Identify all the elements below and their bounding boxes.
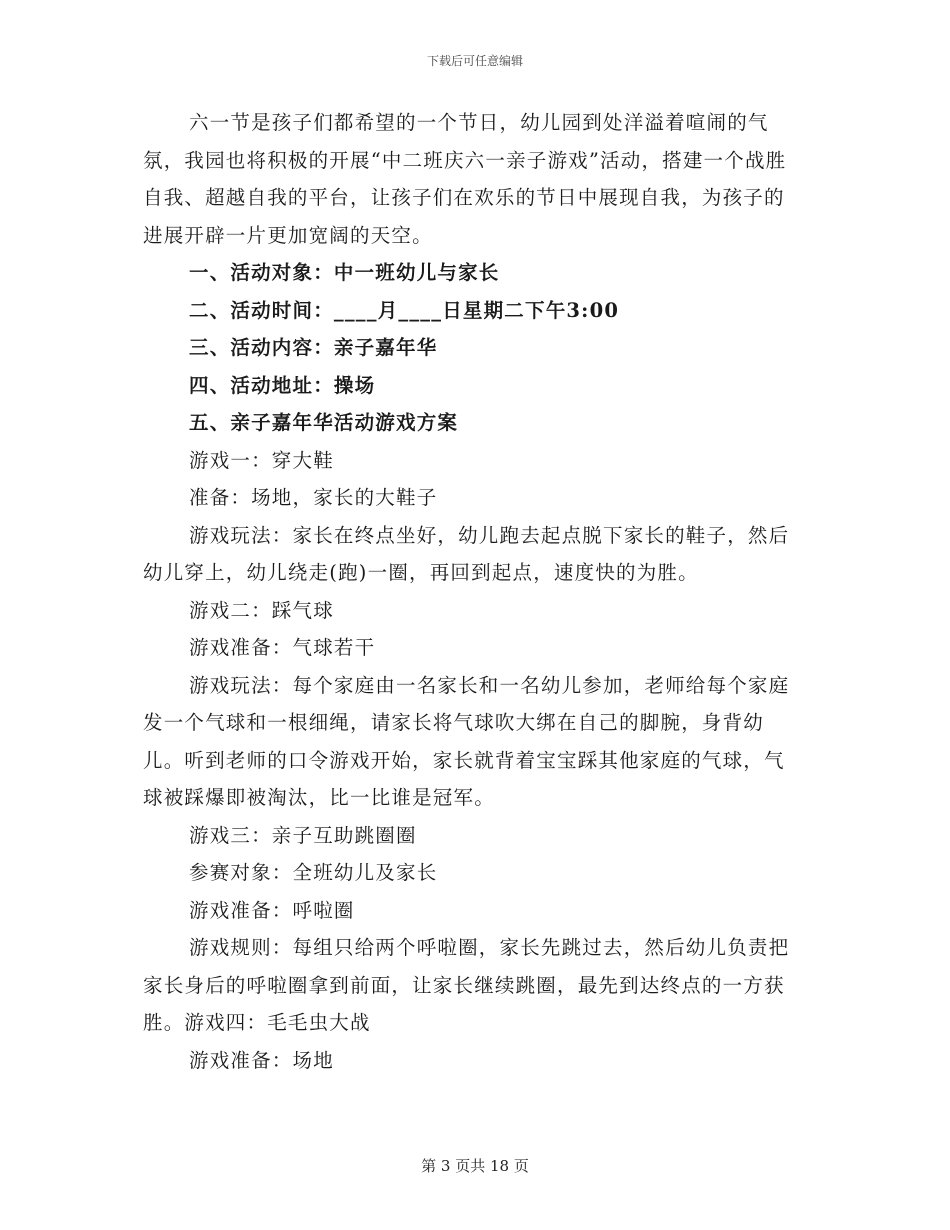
game-1-prep: 准备：场地，家长的大鞋子	[189, 486, 438, 509]
section-activity-time: 二、活动时间：____月____日星期二下午3:00	[189, 298, 620, 322]
intro-paragraph: 六一节是孩子们都希望的一个节日，幼儿园到处洋溢着喧闹的气氛，我园也将积极的开展“中二班庆六一亲子游戏”活动，搭建一个战胜自我、超越自我的平台，让孩子们在欢乐的节日中展现自我，为孩子的进展开辟一片更加宽阔的天空。	[143, 111, 787, 247]
game-2-prep: 游戏准备：气球若干	[189, 636, 376, 659]
game-1-rules: 游戏玩法：家长在终点坐好，幼儿跑去起点脱下家长的鞋子，然后幼儿穿上，幼儿绕走(跑)一圈，再回到起点，速度快的为胜。	[143, 523, 790, 584]
section-game-plan: 五、亲子嘉年华活动游戏方案	[189, 411, 459, 434]
game-4-prep: 游戏准备：场地	[189, 1048, 334, 1072]
game-3-participants: 参赛对象：全班幼儿及家长	[189, 861, 438, 884]
game-2-title: 游戏二：踩气球	[189, 598, 334, 622]
game-1-title: 游戏一：穿大鞋	[189, 448, 334, 472]
page-header: 下载后可任意编辑	[426, 54, 523, 68]
game-3-rules: 游戏规则：每组只给两个呼啦圈，家长先跳过去，然后幼儿负责把家长身后的呼啦圈拿到前面，让家长继续跳圈，最先到达终点的一方获胜。游戏四：毛毛虫大战	[143, 936, 790, 1034]
game-3-prep: 游戏准备：呼啦圈	[189, 898, 355, 922]
section-activity-location: 四、活动地址：操场	[189, 373, 376, 397]
section-activity-target: 一、活动对象：中一班幼儿与家长	[189, 261, 500, 284]
section-activity-content: 三、活动内容：亲子嘉年华	[189, 336, 438, 359]
game-3-title: 游戏三：亲子互助跳圈圈	[189, 823, 417, 847]
document-body	[143, 104, 803, 1079]
page-number: 第 3 页共 18 页	[421, 1157, 529, 1175]
game-2-rules: 游戏玩法：每个家庭由一名家长和一名幼儿参加，老师给每个家庭发一个气球和一根细绳，请家长将气球吹大绑在自己的脚腕，身背幼儿。听到老师的口令游戏开始，家长就背着宝宝踩其他家庭的气球，气球被踩爆即被淘汰，比一比谁是冠军。	[143, 673, 790, 809]
